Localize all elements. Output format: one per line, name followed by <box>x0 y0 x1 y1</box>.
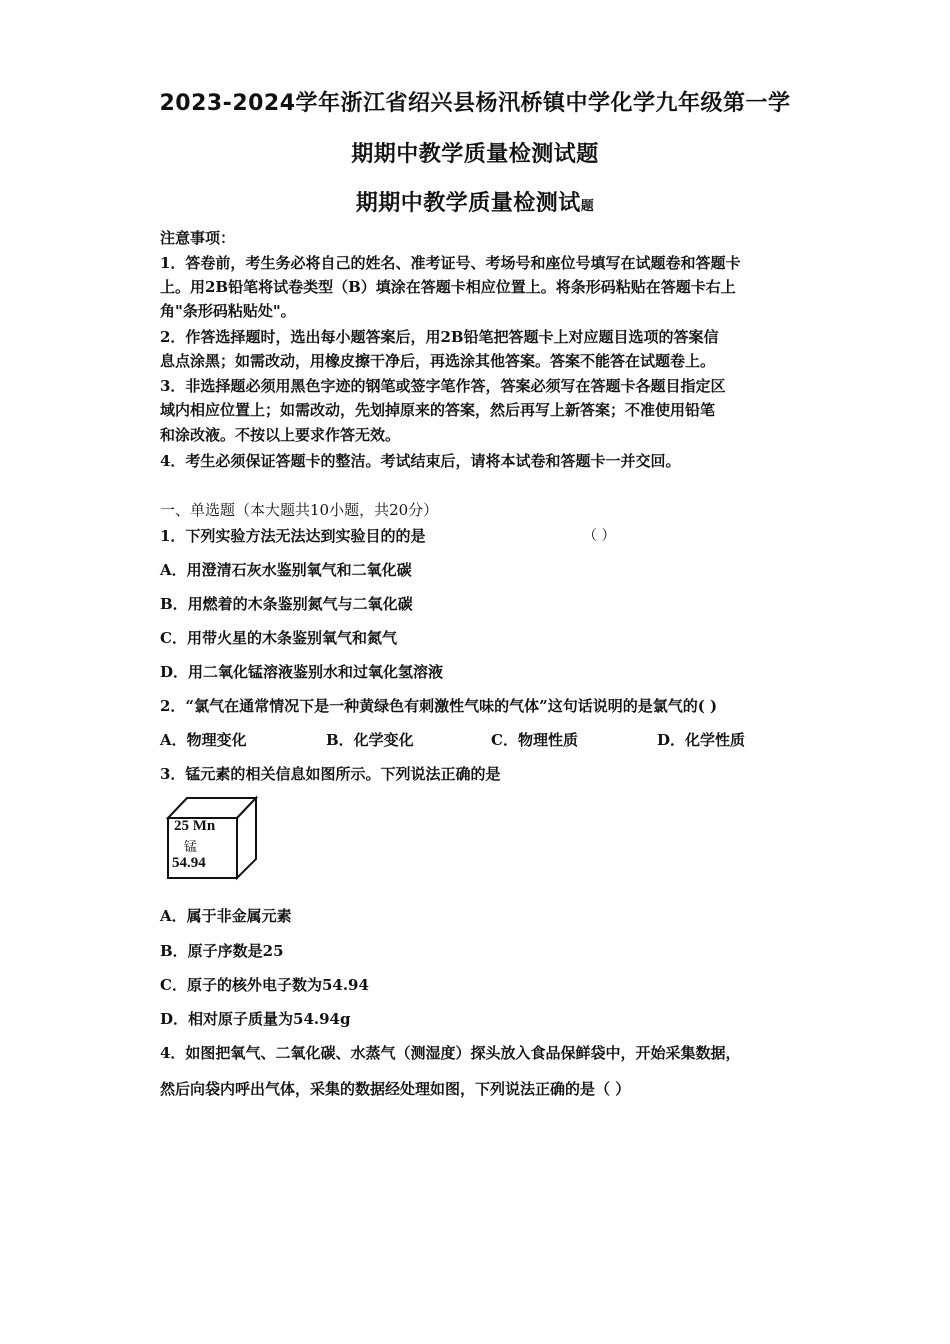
notice-line: 上。用2B铅笔将试卷类型（B）填涂在答题卡相应位置上。将条形码粘贴在答题卡右上 <box>160 278 736 296</box>
title-line-3 <box>0 186 950 217</box>
notice-line: 2．作答选择题时，选出每小题答案后，用2B铅笔把答题卡上对应题目选项的答案信 <box>160 328 719 346</box>
question-3-option: D．相对原子质量为54.94g <box>160 1010 351 1028</box>
question-3-option: B．原子序数是25 <box>160 942 284 960</box>
notice-line: 角"条形码粘贴处"。 <box>160 302 296 320</box>
question-2-option-d: D．化学性质 <box>657 731 746 749</box>
question-1-option: A．用澄清石灰水鉴别氧气和二氧化碳 <box>160 561 412 579</box>
notice-heading: 注意事项： <box>160 229 236 247</box>
question-1-stem: 1．下列实验方法无法达到实验目的的是 <box>160 527 426 545</box>
question-3-option: A．属于非金属元素 <box>160 907 292 925</box>
question-2-options <box>160 729 800 751</box>
element-cube-labels <box>168 818 234 876</box>
question-4-stem-line-2: 然后向袋内呼出气体，采集的数据经处理如图，下列说法正确的是（ ） <box>160 1080 631 1098</box>
question-2-option-c: C．物理性质 <box>491 731 578 749</box>
question-3-stem: 3．锰元素的相关信息如图所示。下列说法正确的是 <box>160 765 501 783</box>
element-name: 锰 <box>184 840 198 855</box>
notice-line: 3．非选择题必须用黑色字迹的钢笔或签字笔作答，答案必须写在答题卡各题目指定区 <box>160 377 726 395</box>
question-3-option: C．原子的核外电子数为54.94 <box>160 976 369 994</box>
title-line-2: 期期中教学质量检测试题 <box>351 142 599 167</box>
element-mass: 54.94 <box>172 855 206 871</box>
question-2-stem: 2．“氯气在通常情况下是一种黄绿色有刺激性气味的气体”这句话说明的是氯气的( ) <box>160 697 718 715</box>
section-heading: 一、单选题（本大题共10小题，共20分） <box>160 501 439 519</box>
notice-line: 1．答卷前，考生务必将自己的姓名、准考证号、考场号和座位号填写在试题卷和答题卡 <box>160 254 741 272</box>
question-2-option-a: A．物理变化 <box>160 731 247 749</box>
title-line-3-main: 期期中教学质量检测试 <box>355 191 581 216</box>
question-4-stem-line-1: 4．如图把氧气、二氧化碳、水蒸气（测湿度）探头放入食品保鲜袋中，开始采集数据， <box>160 1044 741 1062</box>
question-2-option-b: B．化学变化 <box>326 731 414 749</box>
question-1-option: B．用燃着的木条鉴别氮气与二氧化碳 <box>160 595 413 613</box>
question-1-answer-blank: （ ） <box>583 528 616 544</box>
notice-line: 和涂改液。不按以上要求作答无效。 <box>160 426 401 444</box>
question-1-option: D．用二氧化锰溶液鉴别水和过氧化氢溶液 <box>160 663 444 681</box>
notice-line: 4．考生必须保证答题卡的整洁。考试结束后，请将本试卷和答题卡一并交回。 <box>160 452 681 470</box>
notice-line: 息点涂黑；如需改动，用橡皮擦干净后，再选涂其他答案。答案不能答在试题卷上。 <box>160 352 716 370</box>
element-number-symbol: 25 Mn <box>174 818 216 834</box>
question-1-option: C．用带火星的木条鉴别氧气和氮气 <box>160 629 397 647</box>
title-line-1: 2023-2024学年浙江省绍兴县杨汛桥镇中学化学九年级第一学 <box>159 91 791 116</box>
notice-line: 域内相应位置上；如需改动，先划掉原来的答案，然后再写上新答案；不准使用铅笔 <box>160 401 716 419</box>
title-line-3-tail: 题 <box>580 199 595 214</box>
